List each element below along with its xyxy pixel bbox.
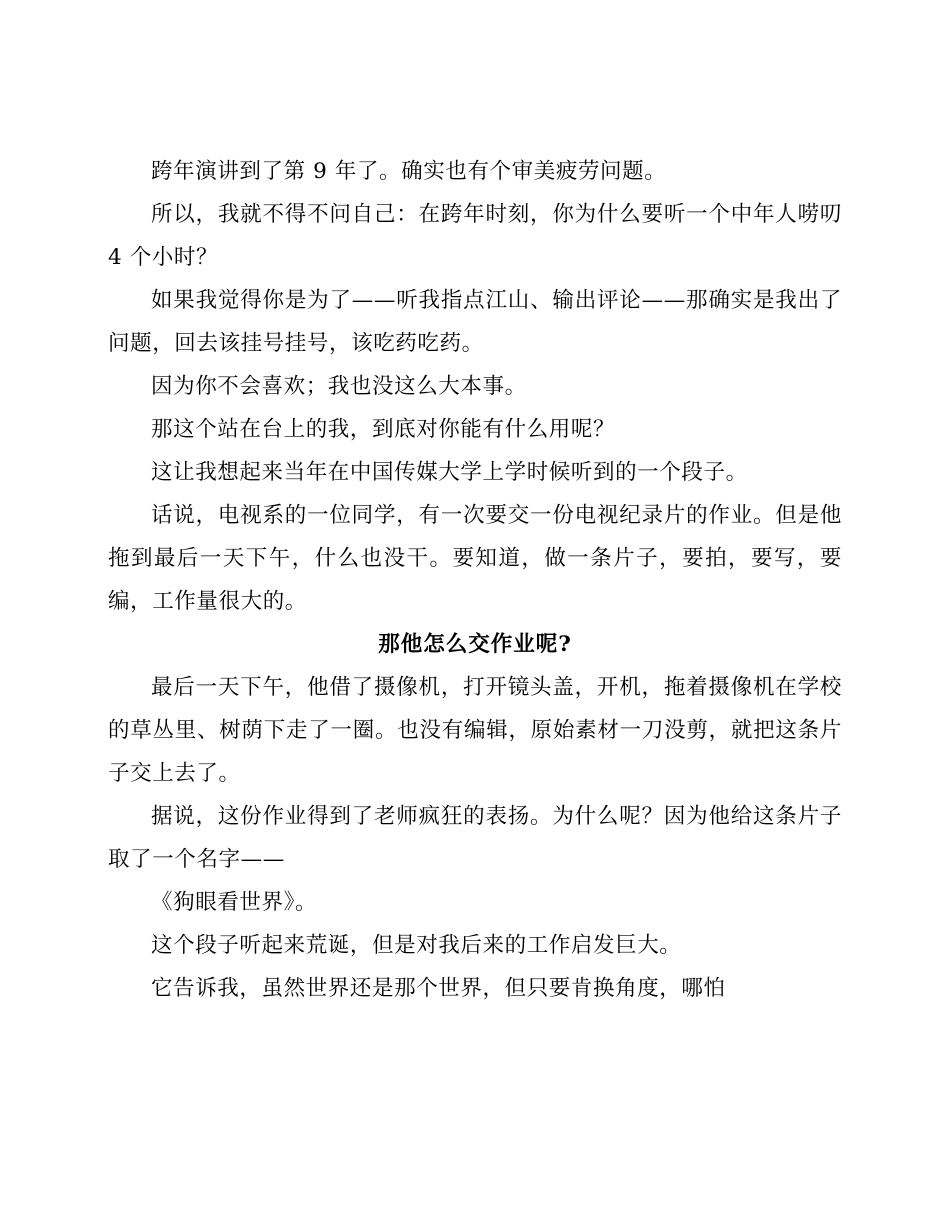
paragraph-8: 最后一天下午，他借了摄像机，打开镜头盖，开机，拖着摄像机在学校的草丛里、树荫下走了一圈。也没有编辑，原始素材一刀没剪，就把这条片子交上去了。	[108, 675, 842, 786]
paragraph-4: 因为你不会喜欢；我也没这么大本事。	[151, 374, 527, 399]
paragraph-1: 跨年演讲到了第 9 年了。确实也有个审美疲劳问题。	[151, 159, 667, 184]
paragraph-5: 那这个站在台上的我，到底对你能有什么用呢？	[151, 417, 616, 442]
paragraph-9: 据说，这份作业得到了老师疯狂的表扬。为什么呢？因为他给这条片子取了一个名字——	[108, 804, 842, 872]
paragraph-11: 这个段子听起来荒诞，但是对我后来的工作启发巨大。	[151, 933, 682, 958]
section-heading: 那他怎么交作业呢?	[378, 632, 572, 657]
paragraph-12: 它告诉我，虽然世界还是那个世界，但只要肯换角度，哪怕	[151, 976, 726, 1001]
paragraph-3: 如果我觉得你是为了——听我指点江山、输出评论——那确实是我出了问题，回去该挂号挂号，该吃药吃药。	[108, 288, 842, 356]
paragraph-6: 这让我想起来当年在中国传媒大学上学时候听到的一个段子。	[151, 460, 748, 485]
paragraph-10: 《狗眼看世界》。	[151, 890, 318, 915]
paragraph-2: 所以，我就不得不问自己：在跨年时刻，你为什么要听一个中年人唠叨 4 个小时？	[108, 202, 842, 270]
paragraph-7: 话说，电视系的一位同学，有一次要交一份电视纪录片的作业。但是他拖到最后一天下午，什么也没干。要知道，做一条片子，要拍，要写，要编，工作量很大的。	[108, 503, 842, 614]
